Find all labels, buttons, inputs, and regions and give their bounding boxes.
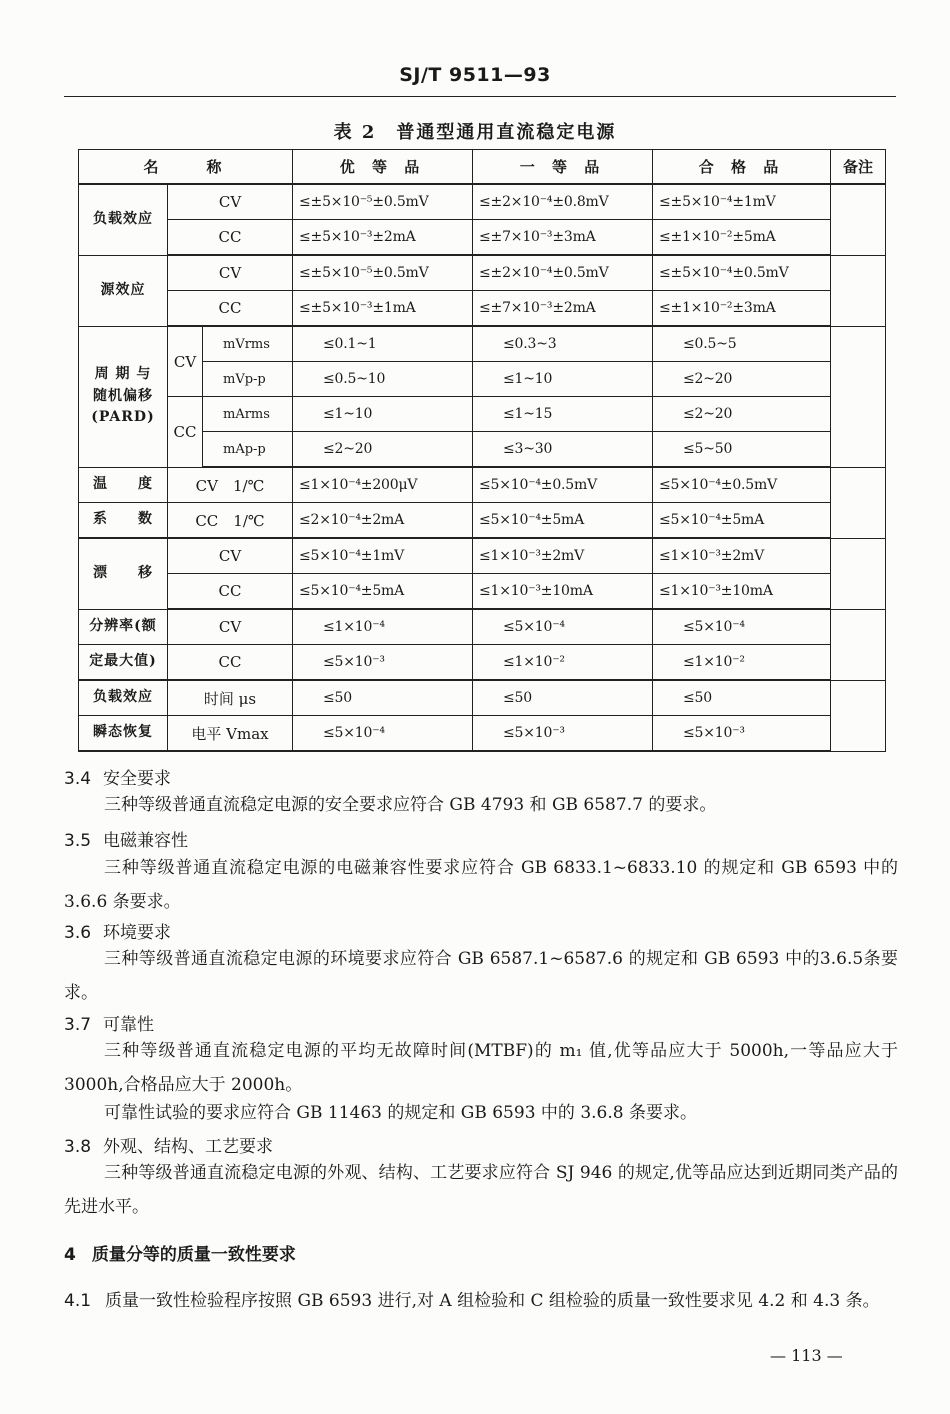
- drift-cv-first: ≤1×10⁻³±2mV: [473, 538, 653, 574]
- pard-label: [79, 326, 168, 467]
- section-3-6-heading: [64, 918, 171, 943]
- pard-qualified: ≤2~20: [653, 362, 831, 397]
- section-title: 安全要求: [103, 769, 172, 789]
- temp-coeff-cv-sub: CV 1/℃: [168, 467, 293, 503]
- source-effect-cv-premium: ≤±5×10⁻⁵±0.5mV: [293, 255, 473, 291]
- load-effect-note: [831, 184, 886, 255]
- temp-coeff-cc-premium: ≤2×10⁻⁴±2mA: [293, 503, 473, 539]
- temp-coeff-cv-qualified: ≤5×10⁻⁴±0.5mV: [653, 467, 831, 503]
- section-3-7-heading: [64, 1010, 154, 1035]
- resolution-cc-first: ≤1×10⁻²: [473, 645, 653, 681]
- table-row: [79, 397, 886, 432]
- resolution-cv-first: ≤5×10⁻⁴: [473, 609, 653, 645]
- section-3-4-body: 三种等级普通直流稳定电源的安全要求应符合 GB 4793 和 GB 6587.7 的要求。: [104, 795, 717, 815]
- drift-cv-premium: ≤5×10⁻⁴±1mV: [293, 538, 473, 574]
- section-3-7-body: 三种等级普通直流稳定电源的平均无故障时间(MTBF)的 m₁ 值,优等品应大于 5000h,一等品应大于 3000h,合格品应大于 2000h。: [64, 1041, 898, 1095]
- pard-first: ≤0.3~3: [473, 326, 653, 362]
- transient-time-first: ≤50: [473, 680, 653, 716]
- table-row: [79, 291, 886, 327]
- header-premium: 优 等 品: [293, 150, 473, 185]
- section-title: 可靠性: [103, 1015, 155, 1035]
- spec-table: [78, 149, 886, 752]
- pard-label-line2: 随机偏移: [93, 387, 153, 404]
- source-effect-cv-sub: CV: [168, 255, 293, 291]
- pard-qualified: ≤5~50: [653, 432, 831, 468]
- pard-first: ≤1~15: [473, 397, 653, 432]
- section-title: 外观、结构、工艺要求: [103, 1137, 274, 1157]
- resolution-cc-sub: CC: [168, 645, 293, 681]
- table-row: [79, 645, 886, 681]
- transient-level-sub: 电平 Vmax: [168, 716, 293, 752]
- load-effect-cv-qualified: ≤±5×10⁻⁴±1mV: [653, 184, 831, 220]
- table-row: [79, 255, 886, 291]
- section-title: 电磁兼容性: [103, 831, 189, 851]
- resolution-cv-premium: ≤1×10⁻⁴: [293, 609, 473, 645]
- header-first: 一 等 品: [473, 150, 653, 185]
- resolution-cv-sub: CV: [168, 609, 293, 645]
- section-number: 3.4: [64, 769, 92, 789]
- table-row: [79, 503, 886, 539]
- temp-coeff-label-2: 系 数: [79, 503, 168, 539]
- section-title: 环境要求: [103, 923, 172, 943]
- load-effect-label: 负载效应: [79, 184, 168, 255]
- load-effect-cc-qualified: ≤±1×10⁻²±5mA: [653, 220, 831, 256]
- page-number: — 113 —: [770, 1346, 843, 1365]
- table-caption: 表 2 普通型通用直流稳定电源: [333, 122, 617, 143]
- pard-premium: ≤0.1~1: [293, 326, 473, 362]
- temp-coeff-label-1: 温 度: [79, 467, 168, 503]
- pard-qualified: ≤2~20: [653, 397, 831, 432]
- chapter-4-heading: [64, 1240, 296, 1265]
- section-number: 3.8: [64, 1137, 92, 1157]
- section-3-4-heading: [64, 764, 171, 789]
- drift-note: [831, 538, 886, 609]
- resolution-label-2: 定最大值): [79, 645, 168, 681]
- section-3-8-heading: [64, 1132, 273, 1157]
- header-note: 备注: [831, 150, 886, 185]
- temp-coeff-note: [831, 467, 886, 538]
- transient-time-premium: ≤50: [293, 680, 473, 716]
- transient-level-qualified: ≤5×10⁻³: [653, 716, 831, 752]
- table-row: [79, 467, 886, 503]
- pard-qualified: ≤0.5~5: [653, 326, 831, 362]
- section-3-7-body-2: 可靠性试验的要求应符合 GB 11463 的规定和 GB 6593 中的 3.6.8 条要求。: [104, 1103, 697, 1123]
- pard-unit: mVp-p: [203, 362, 293, 397]
- resolution-cc-qualified: ≤1×10⁻²: [653, 645, 831, 681]
- pard-cc-label: CC: [168, 397, 203, 468]
- load-effect-cv-premium: ≤±5×10⁻⁵±0.5mV: [293, 184, 473, 220]
- pard-first: ≤1~10: [473, 362, 653, 397]
- header-name: 名 称: [79, 150, 293, 185]
- transient-time-sub: 时间 μs: [168, 680, 293, 716]
- pard-unit: mVrms: [203, 326, 293, 362]
- source-effect-cc-premium: ≤±5×10⁻³±1mA: [293, 291, 473, 327]
- section-number: 3.7: [64, 1015, 92, 1035]
- section-3-8-body: 三种等级普通直流稳定电源的外观、结构、工艺要求应符合 SJ 946 的规定,优等品应达到近期同类产品的先进水平。: [64, 1163, 898, 1217]
- drift-cc-sub: CC: [168, 574, 293, 610]
- pard-unit: mArms: [203, 397, 293, 432]
- transient-label-1: 负载效应: [79, 680, 168, 716]
- drift-cc-premium: ≤5×10⁻⁴±5mA: [293, 574, 473, 610]
- source-effect-cc-first: ≤±7×10⁻³±2mA: [473, 291, 653, 327]
- resolution-cc-premium: ≤5×10⁻³: [293, 645, 473, 681]
- clause-number: 4.1: [64, 1291, 92, 1311]
- transient-time-qualified: ≤50: [653, 680, 831, 716]
- table-header-row: [79, 150, 886, 185]
- transient-level-first: ≤5×10⁻³: [473, 716, 653, 752]
- load-effect-cv-first: ≤±2×10⁻⁴±0.8mV: [473, 184, 653, 220]
- table-row: [79, 538, 886, 574]
- temp-coeff-cc-first: ≤5×10⁻⁴±5mA: [473, 503, 653, 539]
- document-code-header: SJ/T 9511—93: [399, 64, 551, 86]
- temp-coeff-cc-qualified: ≤5×10⁻⁴±5mA: [653, 503, 831, 539]
- pard-first: ≤3~30: [473, 432, 653, 468]
- source-effect-note: [831, 255, 886, 326]
- clause-body: 质量一致性检验程序按照 GB 6593 进行,对 A 组检验和 C 组检验的质量一致性要求见 4.2 和 4.3 条。: [105, 1291, 880, 1311]
- resolution-label-1: 分辨率(额: [79, 609, 168, 645]
- pard-cv-label: CV: [168, 326, 203, 397]
- section-3-5-body: 三种等级普通直流稳定电源的电磁兼容性要求应符合 GB 6833.1~6833.10 的规定和 GB 6593 中的 3.6.6 条要求。: [64, 858, 898, 912]
- transient-note: [831, 680, 886, 751]
- section-number: 3.5: [64, 831, 92, 851]
- pard-label-line3: (PARD): [91, 409, 155, 426]
- clause-4-1: [64, 1284, 898, 1318]
- header-rule: [64, 96, 896, 97]
- temp-coeff-cv-premium: ≤1×10⁻⁴±200μV: [293, 467, 473, 503]
- pard-premium: ≤1~10: [293, 397, 473, 432]
- table-row: [79, 609, 886, 645]
- chapter-title: 质量分等的质量一致性要求: [91, 1245, 296, 1265]
- table-row: [79, 716, 886, 752]
- load-effect-cc-premium: ≤±5×10⁻³±2mA: [293, 220, 473, 256]
- source-effect-cv-first: ≤±2×10⁻⁴±0.5mV: [473, 255, 653, 291]
- pard-premium: ≤0.5~10: [293, 362, 473, 397]
- load-effect-cc-first: ≤±7×10⁻³±3mA: [473, 220, 653, 256]
- table-row: [79, 220, 886, 256]
- load-effect-cc-sub: CC: [168, 220, 293, 256]
- load-effect-cv-sub: CV: [168, 184, 293, 220]
- resolution-note: [831, 609, 886, 680]
- transient-label-2: 瞬态恢复: [79, 716, 168, 752]
- pard-unit: mAp-p: [203, 432, 293, 468]
- table-row: [79, 680, 886, 716]
- pard-note: [831, 326, 886, 467]
- drift-cc-qualified: ≤1×10⁻³±10mA: [653, 574, 831, 610]
- drift-cc-first: ≤1×10⁻³±10mA: [473, 574, 653, 610]
- source-effect-label: 源效应: [79, 255, 168, 326]
- chapter-number: 4: [64, 1245, 76, 1265]
- header-qualified: 合 格 品: [653, 150, 831, 185]
- table-row: [79, 574, 886, 610]
- resolution-cv-qualified: ≤5×10⁻⁴: [653, 609, 831, 645]
- table-row: [79, 326, 886, 362]
- source-effect-cc-qualified: ≤±1×10⁻²±3mA: [653, 291, 831, 327]
- source-effect-cv-qualified: ≤±5×10⁻⁴±0.5mV: [653, 255, 831, 291]
- table-row: [79, 184, 886, 220]
- pard-premium: ≤2~20: [293, 432, 473, 468]
- pard-label-line1: 周 期 与: [94, 365, 152, 382]
- drift-label: 漂 移: [79, 538, 168, 609]
- section-3-5-heading: [64, 826, 188, 851]
- source-effect-cc-sub: CC: [168, 291, 293, 327]
- drift-cv-qualified: ≤1×10⁻³±2mV: [653, 538, 831, 574]
- drift-cv-sub: CV: [168, 538, 293, 574]
- transient-level-premium: ≤5×10⁻⁴: [293, 716, 473, 752]
- section-number: 3.6: [64, 923, 92, 943]
- temp-coeff-cv-first: ≤5×10⁻⁴±0.5mV: [473, 467, 653, 503]
- temp-coeff-cc-sub: CC 1/℃: [168, 503, 293, 539]
- section-3-6-body: 三种等级普通直流稳定电源的环境要求应符合 GB 6587.1~6587.6 的规定和 GB 6593 中的3.6.5条要求。: [64, 949, 898, 1003]
